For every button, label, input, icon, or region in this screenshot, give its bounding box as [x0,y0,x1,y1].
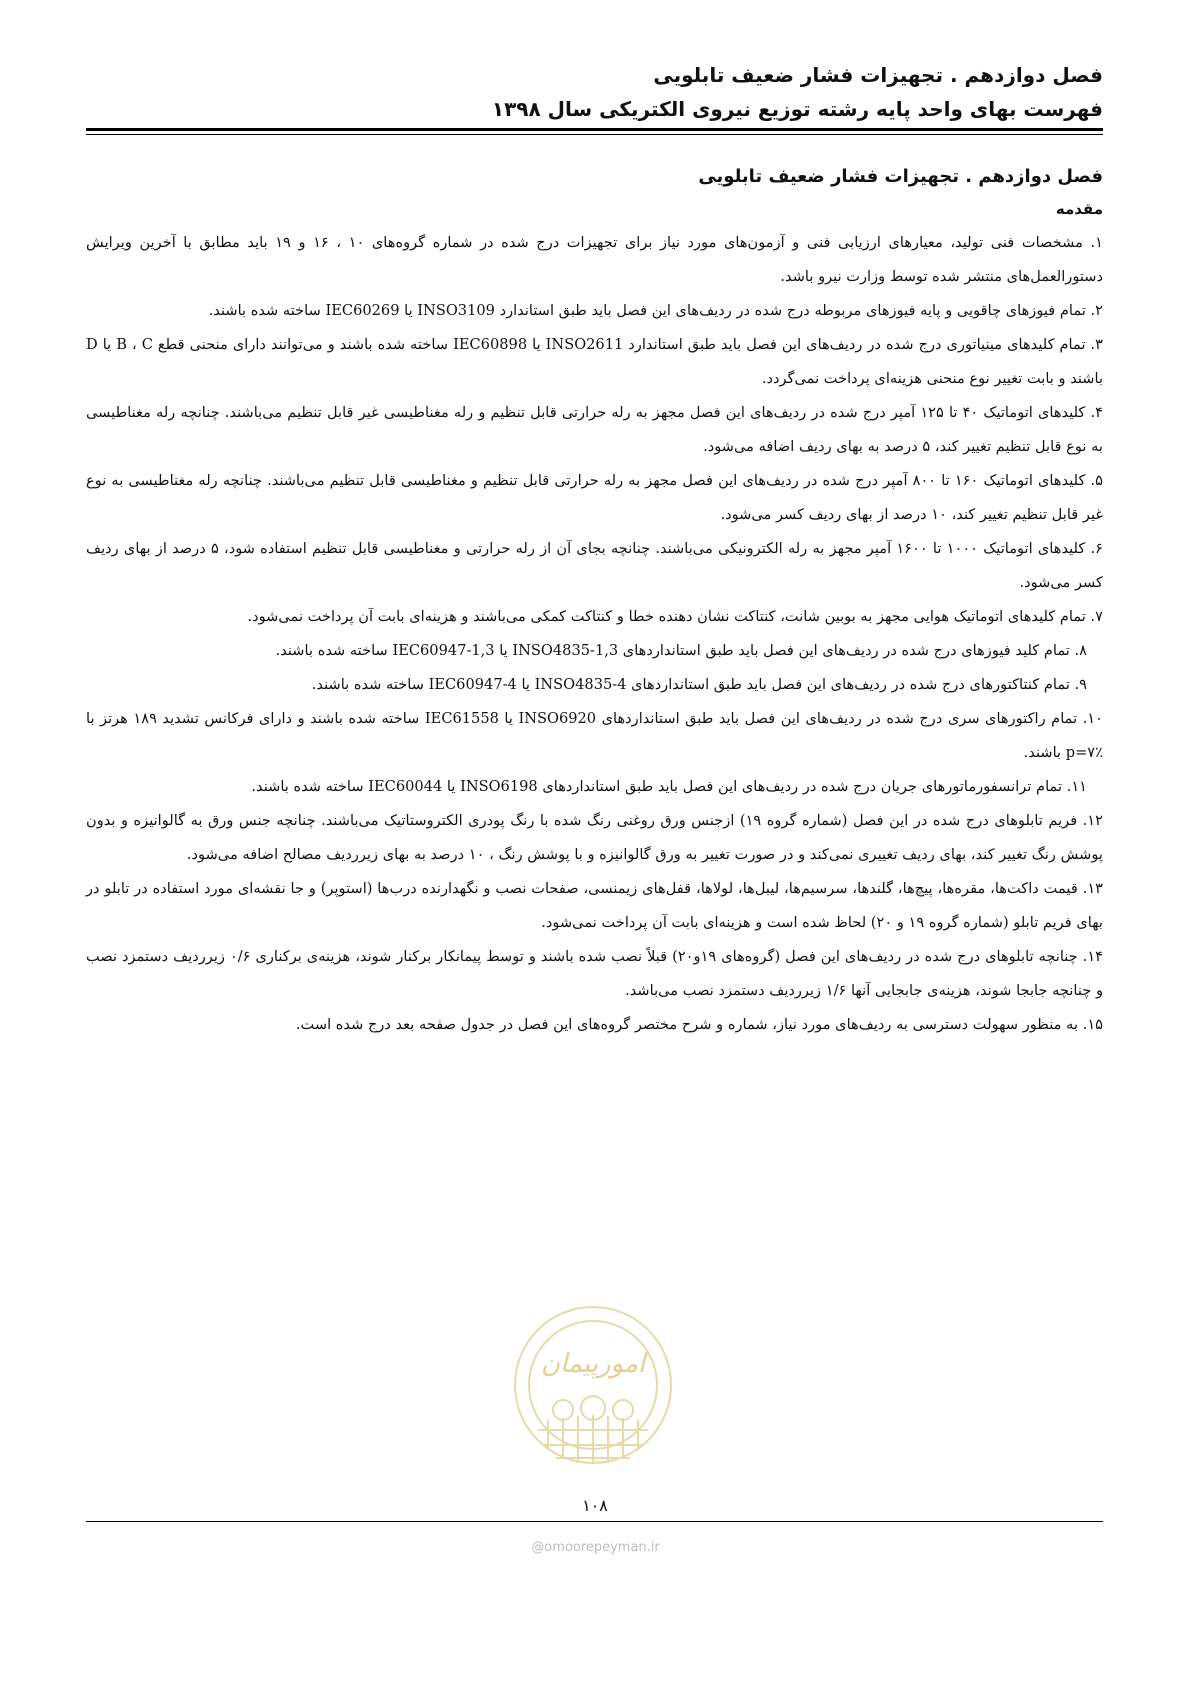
section-title: فصل دوازدهم . تجهیزات فشار ضعیف تابلویی [698,166,1103,187]
watermark-logo [508,1300,678,1475]
paragraph-12: ۱۲. فریم تابلوهای درج شده در این فصل (شماره گروه ۱۹) ازجنس ورق روغنی رنگ شده با رنگ پودری الکتروستاتیک می‌باشند. چنانچه جنس ورق به گالوانیزه و بدون پوشش رنگ تغییر کند، بهای ردیف تغییری نمی‌کند و در صورت تغییر به ورق گالوانیزه و با پوشش رنگ ، ۱۰ درصد به بهای زیرردیف مصالح اضافه می‌شود. [86,812,1103,863]
header-book-title: فهرست بهای واحد پایه رشته توزیع نیروی الکتریکی سال ۱۳۹۸ [491,97,1103,121]
paragraph-5: ۵. کلیدهای اتوماتیک ۱۶۰ تا ۸۰۰ آمپر درج شده در ردیف‌های این فصل مجهز به رله حرارتی قابل تنظیم و مغناطیسی قابل تنظیم می‌باشند. چنانچه رله مغناطیسی به نوع غیر قابل تنظیم تغییر کند، ۱۰ درصد از بهای ردیف کسر می‌شود. [86,472,1103,523]
header-rule-thin [86,134,1103,135]
paragraph-1: ۱. مشخصات فنی تولید، معیارهای ارزیابی فنی و آزمون‌های مورد نیاز برای تجهیزات درج شده در شماره گروه‌های ۱۰ ، ۱۶ و ۱۹ باید مطابق با آخرین ویرایش دستورالعمل‌های منتشر شده توسط وزارت نیرو باشد. [86,234,1103,285]
watermark-seal-icon [508,1300,678,1475]
paragraph-9: ۹. تمام کنتاکتورهای درج شده در ردیف‌های این فصل باید طبق استانداردهای INSO4835-4 یا IEC60947-4 ساخته شده باشند. [311,676,1087,693]
footer-rule [86,1521,1103,1522]
header-chapter-title: فصل دوازدهم . تجهیزات فشار ضعیف تابلویی [653,63,1103,87]
page-header [86,58,1103,126]
paragraph-2: ۲. تمام فیوزهای چاقویی و پایه فیوزهای مربوطه درج شده در ردیف‌های این فصل باید طبق استاندارد INSO3109 یا IEC60269 ساخته شده باشند. [208,302,1103,319]
paragraph-11: ۱۱. تمام ترانسفورماتورهای جریان درج شده در ردیف‌های این فصل باید طبق استانداردهای INSO6198 یا IEC60044 ساخته شده باشند. [251,778,1087,795]
paragraph-6: ۶. کلیدهای اتوماتیک ۱۰۰۰ تا ۱۶۰۰ آمپر مجهز به رله الکترونیکی می‌باشند. چنانچه بجای آن از رله حرارتی و مغناطیسی قابل تنظیم استفاده شود، ۵ درصد از بهای ردیف کسر می‌شود. [86,540,1103,591]
watermark-logo-text: امورپیمان [540,1349,646,1379]
paragraph-4: ۴. کلیدهای اتوماتیک ۴۰ تا ۱۲۵ آمپر درج شده در ردیف‌های این فصل مجهز به رله حرارتی قابل تنظیم و رله مغناطیسی غیر قابل تنظیم می‌باشند. چنانچه رله مغناطیسی به نوع قابل تنظیم تغییر کند، ۵ درصد به بهای ردیف اضافه می‌شود. [86,404,1103,455]
page-number: ۱۰۸ [582,1496,608,1515]
paragraph-7: ۷. تمام کلیدهای اتوماتیک هوایی مجهز به بوبین شانت، کنتاکت نشان دهنده خطا و کنتاکت کمکی می‌باشند و هزینه‌ای بابت آن پرداخت نمی‌شود. [247,608,1103,625]
footer-website: @omoorepeyman.ir [531,1540,660,1555]
paragraph-3: ۳. تمام کلیدهای مینیاتوری درج شده در ردیف‌های این فصل باید طبق استاندارد INSO2611 یا IEC60898 ساخته شده باشند و می‌توانند دارای منحنی قطع B ، C یا D باشند و بابت تغییر نوع منحنی هزینه‌ای پرداخت نمی‌گردد. [86,336,1104,387]
paragraph-10: ۱۰. تمام راکتورهای سری درج شده در ردیف‌های این فصل باید طبق استانداردهای INSO6920 یا IEC61558 ساخته شده باشند و دارای فرکانس تشدید ۱۸۹ هرتز با ٪p=۷ باشند. [86,710,1103,761]
paragraph-14: ۱۴. چنانچه تابلوهای درج شده در ردیف‌های این فصل (گروه‌های ۱۹و۲۰) قبلاً نصب شده باشند و توسط پیمانکار برکنار شوند، هزینه‌ی برکناری ۰/۶ زیرردیف دستمزد نصب و چنانچه جابجا شوند، هزینه‌ی جابجایی آنها ۱/۶ زیرردیف دستمزد نصب می‌باشد. [86,948,1103,999]
page-content [86,160,1103,1042]
header-rule-thick [86,128,1103,131]
paragraph-15: ۱۵. به منظور سهولت دسترسی به ردیف‌های مورد نیاز، شماره و شرح مختصر گروه‌های این فصل در جدول صفحه بعد درج شده است. [295,1016,1103,1033]
paragraph-8: ۸. تمام کلید فیوزهای درج شده در ردیف‌های این فصل باید طبق استانداردهای INSO4835-1,3 یا IEC60947-1,3 ساخته شده باشند. [275,642,1087,659]
intro-heading: مقدمه [1055,200,1103,218]
paragraph-13: ۱۳. قیمت داکت‌ها، مقره‌ها، پیچ‌ها، گلندها، سرسیم‌ها، لیبل‌ها، لولاها، قفل‌های زیمنسی، صفحات نصب و نگهدارنده درب‌ها (استوپر) و جا نقشه‌ای مورد استفاده در تابلو در بهای فریم تابلو (شماره گروه ۱۹ و ۲۰) لحاظ شده است و هزینه‌ای بابت آن پرداخت نمی‌شود. [86,880,1103,931]
